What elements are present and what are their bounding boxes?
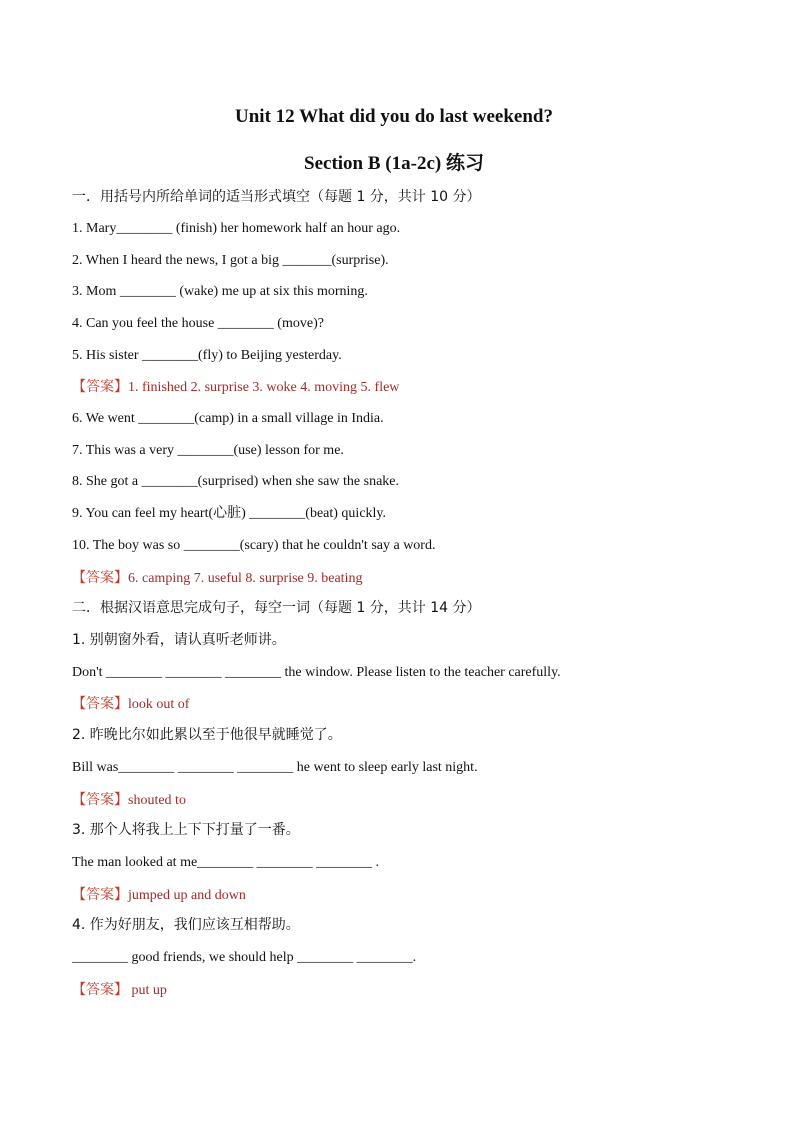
- question-8: 8. She got a ________(surprised) when she saw the snake.: [72, 474, 399, 489]
- question-3: 3. Mom ________ (wake) me up at six this morning.: [72, 284, 368, 299]
- sentence-3-chinese: 3. 那个人将我上上下下打量了一番。: [72, 822, 300, 838]
- question-7: 7. This was a very ________(use) lesson for me.: [72, 443, 344, 458]
- question-9: 9. You can feel my heart(心脏) ________(beat) quickly.: [72, 506, 387, 521]
- answer-tag: 【答案】: [72, 982, 128, 998]
- question-2: 2. When I heard the news, I got a big _______(surprise).: [72, 253, 389, 268]
- answer-text: jumped up and down: [128, 888, 246, 903]
- sentence-2-chinese: 2. 昨晚比尔如此累以至于他很早就睡觉了。: [72, 727, 342, 743]
- answer-text: shouted to: [128, 793, 186, 808]
- question-4: 4. Can you feel the house ________ (move)?: [72, 316, 324, 331]
- answer-s2: [72, 790, 186, 811]
- answer-text: 6. camping 7. useful 8. surprise 9. beating: [128, 571, 363, 586]
- question-6: 6. We went ________(camp) in a small village in India.: [72, 411, 384, 426]
- question-1: 1. Mary________ (finish) her homework half an hour ago.: [72, 221, 401, 236]
- sentence-2-english: Bill was________ ________ ________ he went to sleep early last night.: [72, 760, 478, 775]
- sentence-1-english: Don't ________ ________ ________ the window. Please listen to the teacher carefully.: [72, 665, 561, 680]
- answer-1-5: [72, 377, 399, 398]
- sentence-3-english: The man looked at me________ ________ ________ .: [72, 855, 380, 870]
- answer-tag: 【答案】: [72, 696, 128, 712]
- question-10: 10. The boy was so ________(scary) that he couldn't say a word.: [72, 538, 436, 553]
- answer-text: put up: [128, 983, 167, 998]
- sentence-1-chinese: 1. 别朝窗外看，请认真听老师讲。: [72, 632, 286, 648]
- page-subtitle: Section B (1a-2c) 练习: [304, 153, 484, 174]
- answer-text: look out of: [128, 697, 190, 712]
- answer-s1: [72, 694, 189, 715]
- answer-6-9: [72, 568, 362, 589]
- part1-heading: 一．用括号内所给单词的适当形式填空（每题 1 分，共计 10 分）: [72, 189, 481, 205]
- answer-s3: [72, 885, 246, 906]
- page-title: Unit 12 What did you do last weekend?: [235, 106, 553, 127]
- sentence-4-english: ________ good friends, we should help ________ ________.: [72, 950, 417, 965]
- answer-s4: [72, 980, 167, 1001]
- answer-tag: 【答案】: [72, 887, 128, 903]
- question-5: 5. His sister ________(fly) to Beijing yesterday.: [72, 348, 342, 363]
- answer-tag: 【答案】: [72, 792, 128, 808]
- answer-tag: 【答案】: [72, 570, 128, 586]
- part2-heading: 二．根据汉语意思完成句子，每空一词（每题 1 分，共计 14 分）: [72, 600, 481, 616]
- answer-tag: 【答案】: [72, 379, 128, 395]
- answer-text: 1. finished 2. surprise 3. woke 4. moving 5. flew: [128, 380, 400, 395]
- sentence-4-chinese: 4. 作为好朋友，我们应该互相帮助。: [72, 917, 300, 933]
